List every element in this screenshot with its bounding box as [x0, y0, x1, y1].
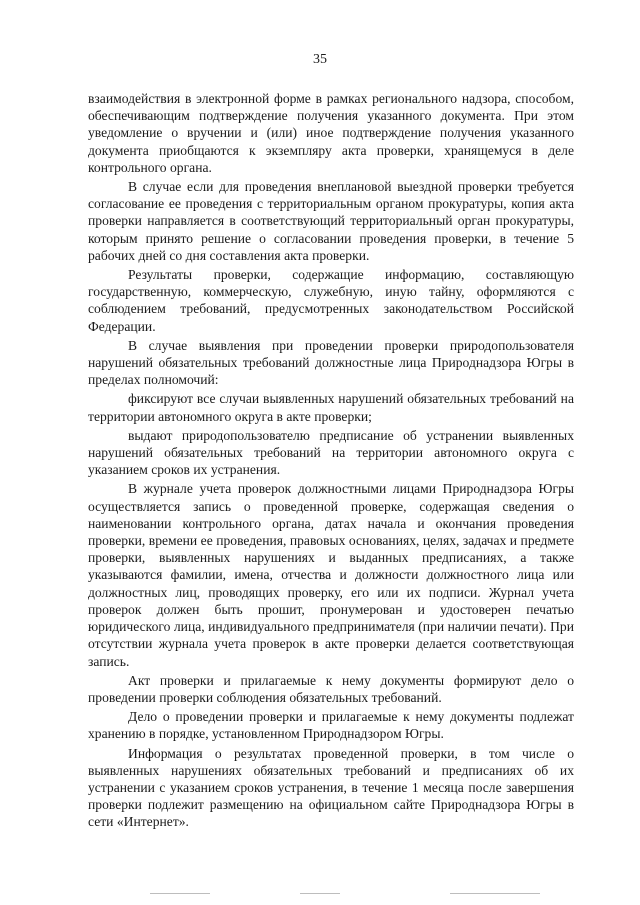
- paragraph-prosecutor-approval: В случае если для проведения внеплановой выездной проверки требуется согласование ее проведения с территориальным органом прокуратуры, копия акта проверки направляется в соответствующий территориальный орган прокуратуры, которым принято решение о согласовании проведения проверки, в течение 5 рабочих дней со дня составления акта проверки.: [88, 179, 574, 263]
- scan-artifact: [150, 893, 210, 894]
- paragraph-case-file: Акт проверки и прилагаемые к нему документы формируют дело о проведении проверки соблюдения обязательных требований.: [88, 672, 574, 705]
- paragraph-record-violations: фиксируют все случаи выявленных нарушений обязательных требований на территории автономного округа в акте проверки;: [88, 391, 574, 424]
- page-number: 35: [313, 52, 327, 67]
- paragraph-continuation: взаимодействия в электронной форме в рамках регионального надзора, способом, обеспечивающим подтверждение получения указанного документа. При этом уведомление о вручении и (или) иное подтверждение получения указанного документа приобщаются к экземпляру акта проверки, хранящемуся в деле контрольного органа.: [88, 91, 574, 175]
- paragraph-issue-order: выдают природопользователю предписание об устранении выявленных нарушений обязательных требований на территории автономного округа с указанием сроков их устранения.: [88, 427, 574, 478]
- paragraph-publication: Информация о результатах проведенной проверки, в том числе о выявленных нарушениях обязательных требований и предписаниях об их устранении с указанием сроков устранения, в течение 1 месяца после завершения проверки подлежит размещению на официальном сайте Природнадзора Югры в сети «Интернет».: [88, 745, 574, 830]
- body-text: [88, 90, 574, 833]
- paragraph-storage: Дело о проведении проверки и прилагаемые к нему документы подлежат хранению в порядке, установленном Природнадзором Югры.: [88, 709, 574, 742]
- paragraph-inspection-log: В журнале учета проверок должностными лицами Природнадзора Югры осуществляется запись о проведенной проверке, содержащая сведения о наименовании контрольного органа, датах начала и окончания проведения проверки, времени ее проведения, правовых основаниях, целях, задачах и предмете проверки, выявленных нарушениях и выданных предписаниях, а также указываются фамилии, имена, отчества и должности должностного лица или должностных лиц, проводящих проверку, его или их подписи. Журнал учета проверок должен быть прошит, пронумерован и удостоверен печатью юридического лица, индивидуального предпринимателя (при наличии печати). При отсутствии журнала учета проверок в акте проверки делается соответствующая запись.: [88, 481, 574, 669]
- scan-artifact: [300, 893, 340, 894]
- scan-artifact: [450, 893, 540, 894]
- paragraph-classified-results: Результаты проверки, содержащие информацию, составляющую государственную, коммерческую, служебную, иную тайну, оформляются с соблюдением требований, предусмотренных законодательством Российской Федерации.: [88, 267, 574, 334]
- paragraph-violations-intro: В случае выявления при проведении проверки природопользователя нарушений обязательных требований должностные лица Природнадзора Югры в пределах полномочий:: [88, 337, 574, 388]
